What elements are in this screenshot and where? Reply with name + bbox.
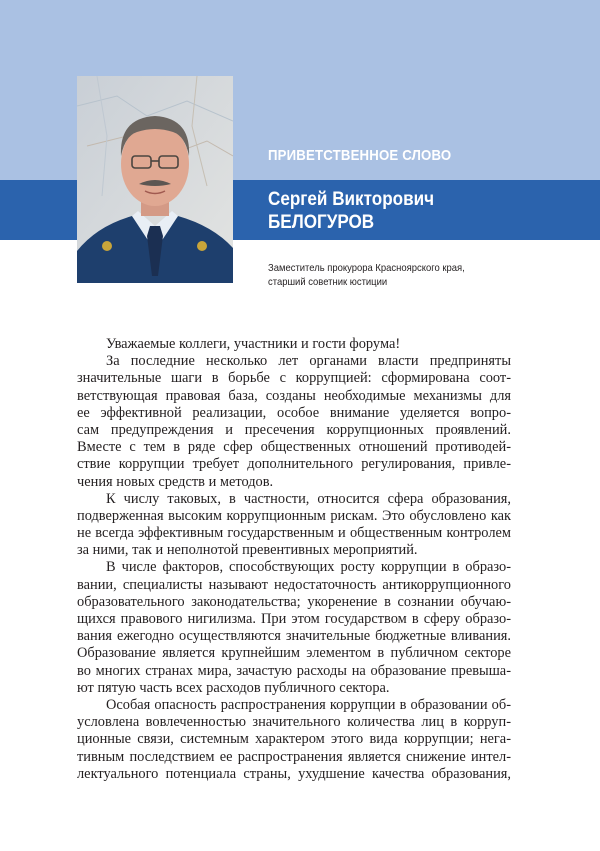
section-title: ПРИВЕТСТВЕННОЕ СЛОВО: [268, 147, 452, 164]
person-surname: БЕЛОГУРОВ: [268, 212, 375, 233]
body-line: Особая опасность распространения коррупции в образовании об-: [106, 696, 511, 713]
position-line-1: Заместитель прокурора Красноярского края,: [268, 262, 465, 274]
body-line: лектуального потенциала страны, ухудшение качества образования,: [77, 765, 511, 782]
body-line: Уважаемые коллеги, участники и гости форума!: [106, 336, 401, 352]
body-line: щихся правового нигилизма. При этом государством в сферу образо-: [77, 611, 511, 627]
body-line: тивным последствием ее распространения является снижение интел-: [77, 748, 511, 765]
portrait-illustration: [77, 76, 233, 283]
body-line: В числе факторов, способствующих росту коррупции в образо-: [106, 559, 511, 576]
body-line: ют пятую часть всех расходов публичного сектора.: [77, 679, 390, 696]
portrait-photo: [77, 76, 233, 283]
person-name: [268, 188, 434, 234]
body-line: сам предупреждения и пресечения коррупционных проявлений.: [77, 421, 511, 438]
body-line: вании, специалисты называют недостаточность антикоррупционного: [77, 576, 511, 593]
person-position: [268, 261, 465, 289]
body-line: условлена вовлеченностью значительного количества лиц в корруп-: [77, 714, 511, 731]
person-first-names: Сергей Викторович: [268, 189, 435, 210]
body-line: не всегда эффективным государственным и общественным контролем: [77, 525, 511, 542]
body-line: ветствующая правовая база, созданы необходимые механизмы для: [77, 387, 511, 404]
body-line: ствие коррупции требует дополнительного регулирования, привле-: [77, 456, 511, 473]
body-line: чения новых средств и методов.: [77, 473, 274, 490]
article-body: [77, 336, 511, 783]
body-line: образовательного законодательства; укоренение в сознании обучаю-: [77, 593, 511, 610]
body-line: К числу таковых, в частности, относится сфера образования,: [106, 490, 511, 507]
body-line: За последние несколько лет органами власти предприняты: [106, 353, 511, 370]
body-line: подверженная высоким коррупционным рискам. Это обусловлено как: [77, 507, 511, 524]
body-line: Вместе с тем в ряде сфер общественных отношений противодей-: [77, 439, 511, 456]
body-line: во многих странах мира, зачастую расходы на образование превыша-: [77, 662, 511, 679]
body-line: за ними, так и неполнотой превентивных мероприятий.: [77, 542, 418, 559]
body-line: вания ежегодно осуществляются значительные бюджетные вливания.: [77, 628, 511, 645]
body-line: Образование является крупнейшим элементом в публичном секторе: [77, 645, 511, 662]
body-line: ционные связи, системным характером этого вида коррупции; нега-: [77, 731, 511, 748]
position-line-2: старший советник юстиции: [268, 276, 388, 288]
body-line: значительные шаги в борьбе с коррупцией: сформирована соот-: [77, 370, 511, 387]
body-line: ее эффективной реализации, особое внимание уделяется вопро-: [77, 404, 511, 421]
